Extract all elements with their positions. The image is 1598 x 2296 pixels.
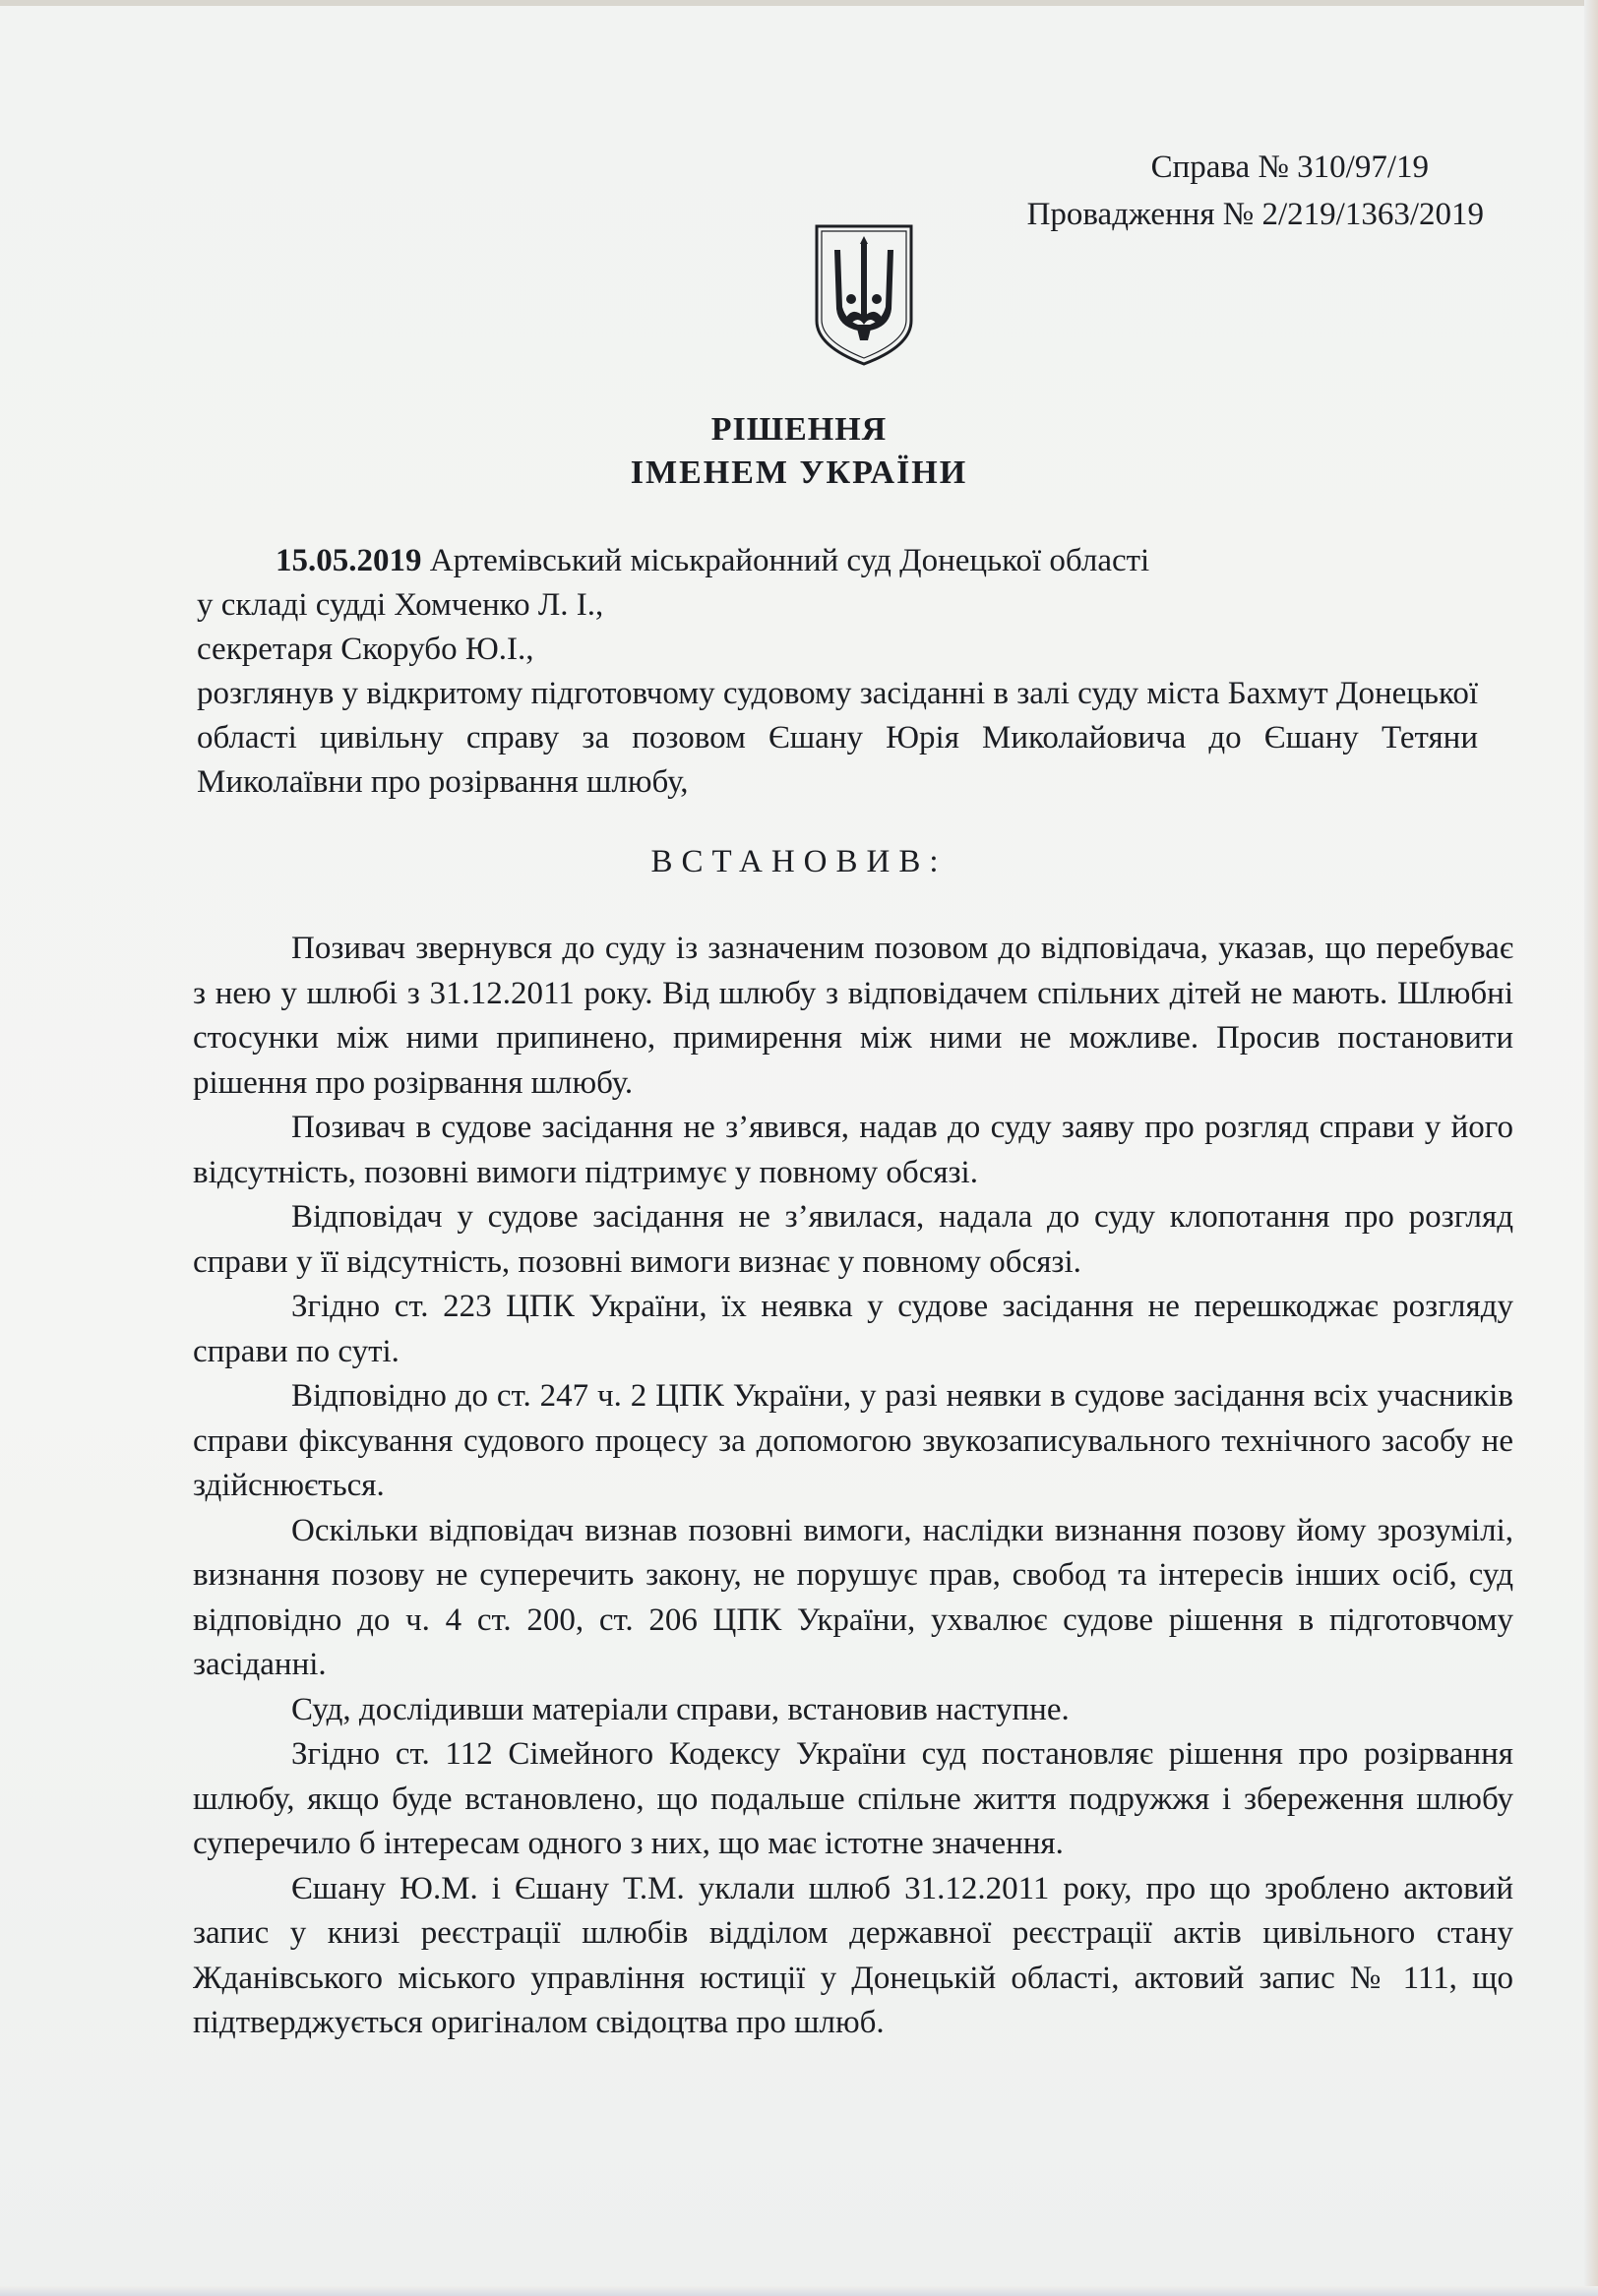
- trident-coat-of-arms-icon: [813, 222, 915, 368]
- intro-block: [197, 539, 1478, 805]
- court-name: Артемівський міськрайонний суд Донецької області: [421, 543, 1150, 578]
- judge-line: у складі судді Хомченко Л. І.,: [197, 587, 604, 623]
- scan-edge-top: [0, 0, 1598, 6]
- paragraph: Єшану Ю.М. і Єшану Т.М. уклали шлюб 31.12.2011 року, про що зроблено актовий запис у книзі реєстрації шлюбів відділом державної реєстрації актів цивільного стану Жданівського міського управління юстиції у Донецькій області, актовий запис № 111, що підтверджується оригіналом свідоцтва про шлюб.: [193, 1870, 1513, 2040]
- considered-paragraph: розглянув у відкритому підготовчому судовому засіданні в залі суду міста Бахмут Донецької області цивільну справу за позовом Єшану Юрія Миколайовича до Єшану Тетяни Миколаївни про розірвання шлюбу,: [197, 676, 1478, 800]
- paragraph: Позивач в судове засідання не з’явився, надав до суду заяву про розгляд справи у його відсутність, позовні вимоги підтримує у повному обсязі.: [193, 1110, 1513, 1190]
- scan-edge-bottom: [0, 2286, 1598, 2296]
- decision-body: [193, 927, 1513, 2046]
- case-number: Справа № 310/97/19: [1150, 150, 1430, 185]
- paragraph: Згідно ст. 112 Сімейного Кодексу України суд постановляє рішення про розірвання шлюбу, якщо буде встановлено, що подальше спільне життя подружжя і збереження шлюбу суперечило б інтересам одного з них, що має істотне значення.: [193, 1736, 1513, 1861]
- document-subtitle: ІМЕНЕМ УКРАЇНИ: [630, 454, 968, 491]
- paragraph: Суд, дослідивши матеріали справи, встановив наступне.: [291, 1691, 1070, 1727]
- paragraph: Позивач звернувся до суду із зазначеним позовом до відповідача, указав, що перебуває з нею у шлюбі з 31.12.2011 року. Від шлюбу з відповідачем спільних дітей не мають. Шлюбні стосунки між ними припинено, примирення між ними не можливе. Просив постановити рішення про розірвання шлюбу.: [193, 931, 1513, 1101]
- proceeding-number: Провадження № 2/219/1363/2019: [1026, 197, 1484, 232]
- secretary-line: секретаря Скорубо Ю.І.,: [197, 632, 534, 667]
- decision-date: 15.05.2019: [276, 543, 422, 578]
- intro-date-court-line: [197, 539, 1478, 583]
- case-reference-block: [1027, 144, 1484, 238]
- scan-edge-right: [1584, 0, 1598, 2296]
- paragraph: Згідно ст. 223 ЦПК України, їх неявка у судове засідання не перешкоджає розгляду справи по суті.: [193, 1289, 1513, 1369]
- established-heading: ВСТАНОВИВ:: [650, 844, 948, 879]
- paragraph: Відповідач у судове засідання не з’явилася, надала до суду клопотання про розгляд справи у її відсутність, позовні вимоги визнає у повному обсязі.: [193, 1199, 1513, 1280]
- paragraph: Відповідно до ст. 247 ч. 2 ЦПК України, у разі неявки в судове засідання всіх учасників справи фіксування судового процесу за допомогою звукозаписувального технічного засобу не здійснюється.: [193, 1378, 1513, 1503]
- paragraph: Оскільки відповідач визнав позовні вимоги, наслідки визнання позову йому зрозумілі, визнання позову не суперечить закону, не порушує прав, свобод та інтересів інших осіб, суд відповідно до ч. 4 ст. 200, ст. 206 ЦПК України, ухвалює судове рішення в підготовчому засіданні.: [193, 1512, 1513, 1682]
- document-title: РІШЕННЯ: [710, 411, 888, 448]
